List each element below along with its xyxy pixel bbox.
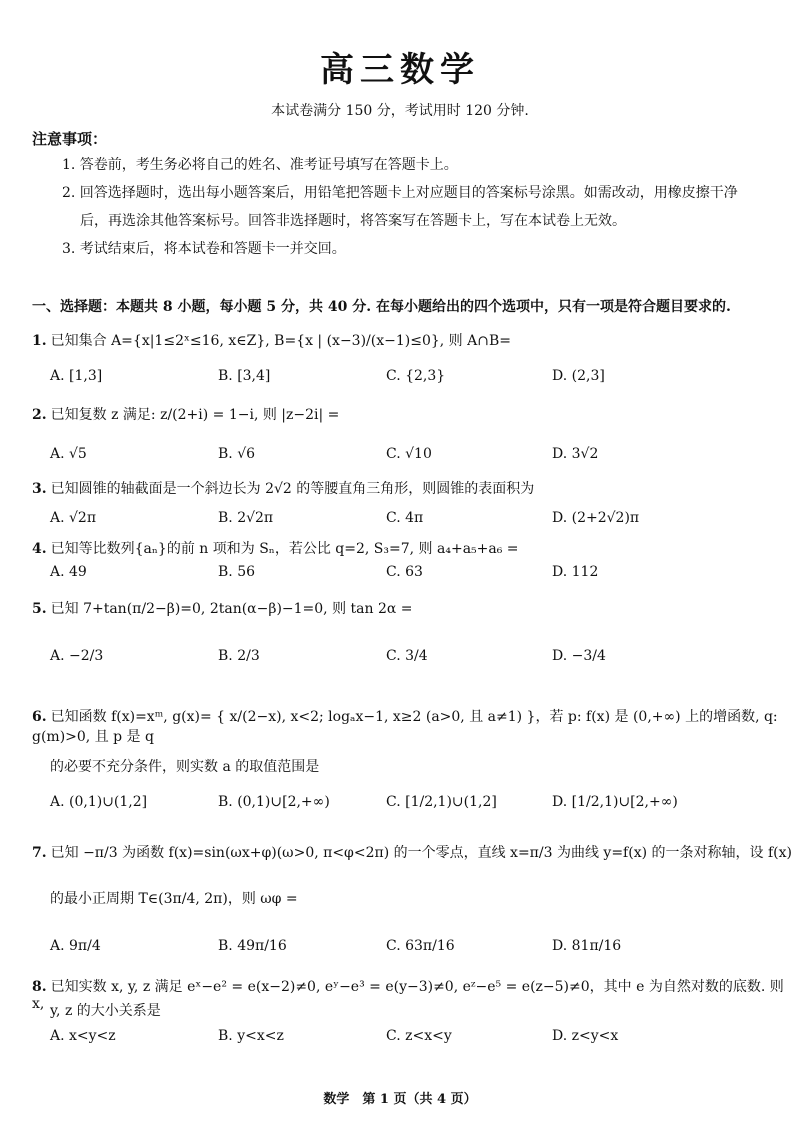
option-b: B. 49π/16 <box>218 938 287 954</box>
page-title: 高三数学 <box>320 50 480 90</box>
option-b: B. 56 <box>218 564 256 580</box>
question-stem-continued: y, z 的大小关系是 <box>50 1003 161 1019</box>
option-c: C. z<x<y <box>386 1028 452 1044</box>
option-d: D. −3/4 <box>552 648 606 664</box>
page-footer: 数学 第 1 页（共 4 页） <box>323 1092 477 1107</box>
question-stem <box>32 538 792 558</box>
question-text: 已知 7+tan(π/2−β)=0, 2tan(α−β)−1=0, 则 tan 2α = <box>50 601 413 617</box>
note-item: 后，再选涂其他答案标号。回答非选择题时，将答案写在答题卡上，写在本试卷上无效。 <box>80 213 626 229</box>
question-stem-continued: 的必要不充分条件，则实数 a 的取值范围是 <box>50 759 320 775</box>
note-item: 1. 答卷前，考生务必将自己的姓名、准考证号填写在答题卡上。 <box>62 157 458 173</box>
question-number: 1. <box>32 333 47 349</box>
option-c: C. 63 <box>386 564 423 580</box>
option-b: B. y<x<z <box>218 1028 284 1044</box>
question-number: 5. <box>32 601 47 617</box>
option-c: C. 63π/16 <box>386 938 455 954</box>
option-d: D. 3√2 <box>552 446 599 462</box>
question-stem <box>32 598 792 618</box>
question-number: 3. <box>32 481 47 497</box>
option-a: A. −2/3 <box>50 648 104 664</box>
option-b: B. (0,1)∪[2,+∞) <box>218 794 330 810</box>
question-text: 已知实数 x, y, z 满足 eˣ−e² = e(x−2)≠0, eʸ−e³ = e(y−3)≠0, eᶻ−e⁵ = e(z−5)≠0，其中 e 为自然对数的底数. 则 x, <box>32 979 784 1012</box>
option-d: D. [1/2,1)∪[2,+∞) <box>552 794 678 810</box>
option-c: C. 4π <box>386 510 424 526</box>
question-stem-continued: 的最小正周期 T∈(3π/4, 2π)，则 ωφ = <box>50 891 298 907</box>
question-stem <box>32 404 792 424</box>
option-a: A. √2π <box>50 510 97 526</box>
note-item: 2. 回答选择题时，选出每小题答案后，用铅笔把答题卡上对应题目的答案标号涂黑。如需改动，用橡皮擦干净 <box>62 185 738 201</box>
question-stem <box>32 842 792 862</box>
option-b: B. 2/3 <box>218 648 260 664</box>
option-b: B. √6 <box>218 446 256 462</box>
question-text: 已知 −π/3 为函数 f(x)=sin(ωx+φ)(ω>0, π<φ<2π) 的一个零点，直线 x=π/3 为曲线 y=f(x) 的一条对称轴，设 f(x) <box>50 845 792 861</box>
question-text: 已知圆锥的轴截面是一个斜边长为 2√2 的等腰直角三角形，则圆锥的表面积为 <box>50 481 535 497</box>
option-d: D. z<y<x <box>552 1028 619 1044</box>
question-number: 4. <box>32 541 47 557</box>
note-item: 3. 考试结束后，将本试卷和答题卡一并交回。 <box>62 241 346 257</box>
question-text: 已知函数 f(x)=xᵐ, g(x)= { x/(2−x), x<2; logₐx−1, x≥2 (a>0, 且 a≠1) }，若 p: f(x) 是 (0,+∞) 上的增函数, q: g(m)>0, 且 p 是 q <box>32 709 778 745</box>
question-stem <box>32 330 792 350</box>
option-a: A. 9π/4 <box>50 938 101 954</box>
option-a: A. (0,1)∪(1,2] <box>50 794 148 810</box>
question-number: 2. <box>32 407 47 423</box>
option-d: D. 112 <box>552 564 599 580</box>
question-text: 已知复数 z 满足: z/(2+i) = 1−i, 则 |z−2i| = <box>50 407 340 423</box>
option-c: C. 3/4 <box>386 648 428 664</box>
section-heading: 一、选择题：本题共 8 小题，每小题 5 分，共 40 分. 在每小题给出的四个选项中，只有一项是符合题目要求的. <box>32 299 731 315</box>
option-c: C. {2,3} <box>386 368 446 384</box>
question-text: 已知集合 A={x|1≤2ˣ≤16, x∈Z}, B={x | (x−3)/(x−1)≤0}, 则 A∩B= <box>50 333 511 349</box>
option-a: A. [1,3] <box>50 368 103 384</box>
option-b: B. 2√2π <box>218 510 274 526</box>
option-a: A. x<y<z <box>50 1028 116 1044</box>
question-stem <box>32 706 792 746</box>
option-d: D. (2,3] <box>552 368 605 384</box>
option-a: A. √5 <box>50 446 87 462</box>
option-c: C. [1/2,1)∪(1,2] <box>386 794 497 810</box>
question-text: 已知等比数列{aₙ}的前 n 项和为 Sₙ，若公比 q=2, S₃=7, 则 a₄+a₅+a₆ = <box>50 541 519 557</box>
question-stem <box>32 478 792 498</box>
option-c: C. √10 <box>386 446 432 462</box>
question-number: 8. <box>32 979 47 995</box>
option-d: D. 81π/16 <box>552 938 622 954</box>
option-a: A. 49 <box>50 564 87 580</box>
option-b: B. [3,4] <box>218 368 271 384</box>
notes-heading: 注意事项： <box>32 130 108 148</box>
option-d: D. (2+2√2)π <box>552 510 640 526</box>
question-number: 6. <box>32 709 47 725</box>
exam-info: 本试卷满分 150 分，考试用时 120 分钟. <box>271 103 529 119</box>
question-number: 7. <box>32 845 47 861</box>
